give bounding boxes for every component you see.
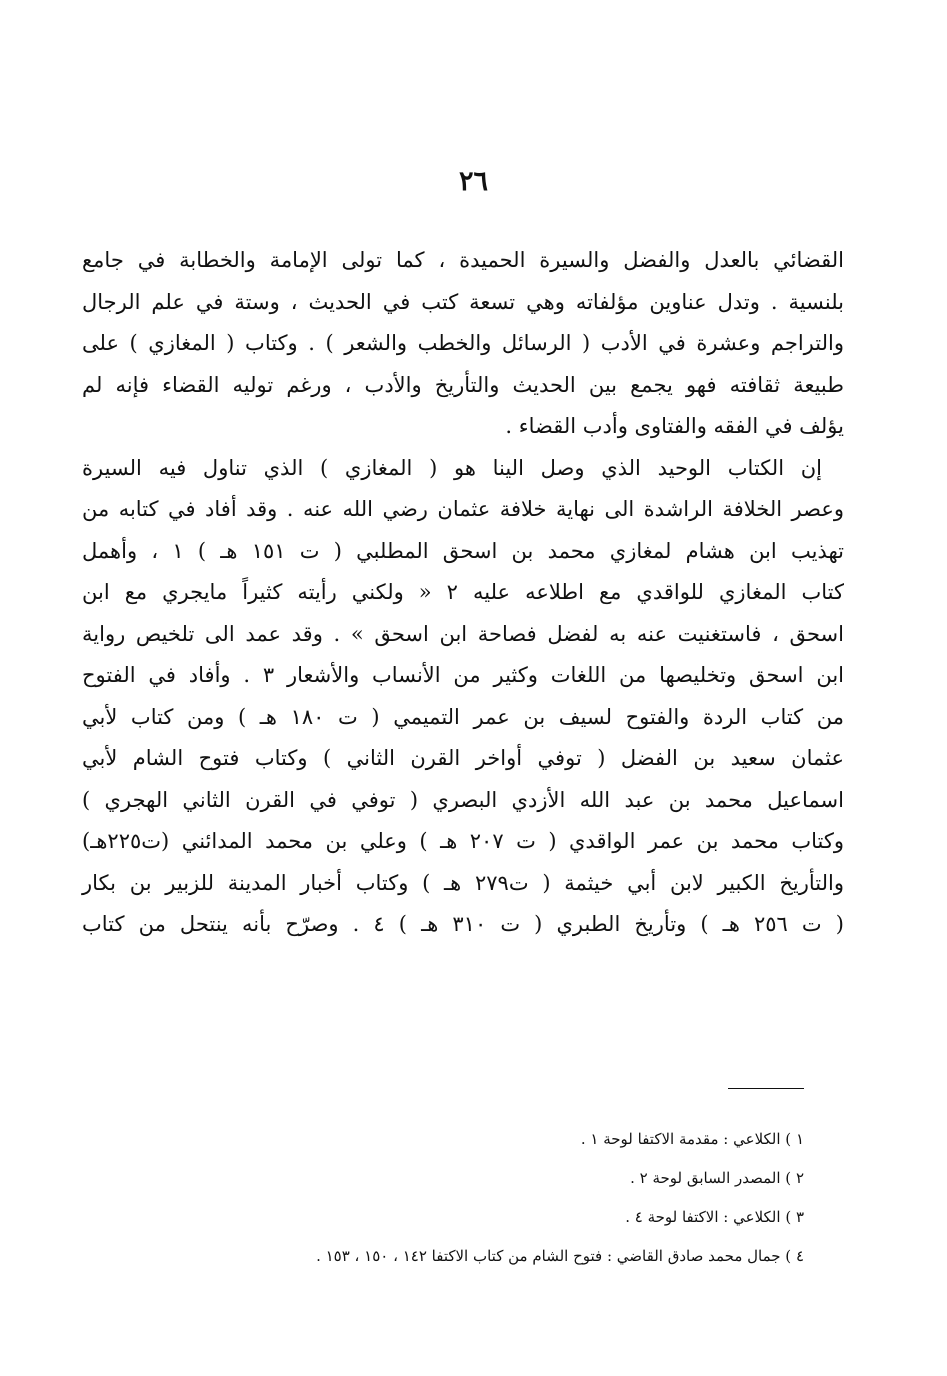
text-line: من كتاب الردة والفتوح لسيف بن عمر التميمي ( ت ١٨٠ هـ ) ومن كتاب لأبي [82, 704, 845, 729]
text-line: والتراجم وعشرة في الأدب ( الرسائل والخطب والشعر ) . وكتاب ( المغازي ) على [82, 331, 844, 355]
footnote: ١ ) الكلاعي : مقدمة الاكتفا لوحة ١ . [580, 1130, 804, 1148]
text-line: كتاب المغازي للواقدي مع اطلاعه عليه ٢ « ولكني رأيته كثيراً مايجري مع ابن [82, 580, 844, 604]
footnote-divider [728, 1088, 804, 1089]
text-line: يؤلف في الفقه والفتاوى وأدب القضاء . [505, 414, 844, 438]
text-line: تهذيب ابن هشام لمغازي محمد بن اسحق المطلبي ( ت ١٥١ هـ ) ١ ، وأهمل [82, 538, 844, 563]
text-line: ابن اسحق وتخليصها من اللغات وكثير من الأنساب والأشعار ٣ . وأفاد في الفتوح [82, 663, 845, 687]
body-text [82, 240, 844, 946]
footnote: ٣ ) الكلاعي : الاكتفا لوحة ٤ . [625, 1208, 804, 1226]
text-line: ( ت ٢٥٦ هـ ) وتأريخ الطبري ( ت ٣١٠ هـ ) ٤ . وصرّح بأنه ينتحل من كتاب [82, 912, 844, 936]
page-number: ٢٦ [458, 166, 488, 197]
footnotes [200, 1120, 804, 1276]
text-line: طبيعة ثقافته فهو يجمع بين الحديث والتأريخ والأدب ، ورغم توليه القضاء فإنه لم [82, 372, 844, 397]
text-line: وعصر الخلافة الراشدة الى نهاية خلافة عثمان رضي الله عنه . وقد أفاد في كتابه من [82, 497, 844, 521]
text-line: وكتاب محمد بن عمر الواقدي ( ت ٢٠٧ هـ ) وعلي بن محمد المدائني (ت٢٢٥هـ) [82, 829, 844, 853]
text-line: إن الكتاب الوحيد الذي وصل الينا هو ( المغازي ) الذي تناول فيه السيرة [82, 455, 822, 480]
footnote: ٢ ) المصدر السابق لوحة ٢ . [630, 1169, 804, 1187]
text-line: بلنسية . وتدل عناوين مؤلفاته وهي تسعة كتب في الحديث ، وستة في علم الرجال [82, 289, 844, 314]
text-line: والتأريخ الكبير لابن أبي خيثمة ( ت٢٧٩ هـ ) وكتاب أخبار المدينة للزبير بن بكار [82, 870, 844, 895]
text-line: عثمان سعيد بن الفضل ( توفي أواخر القرن الثاني ) وكتاب فتوح الشام لأبي [82, 746, 844, 770]
text-line: اسحق ، فاستغنيت عنه به لفضل فصاحة ابن اسحق » . وقد عمد الى تلخيص رواية [82, 621, 844, 646]
footnote: ٤ ) جمال محمد صادق القاضي : فتوح الشام من كتاب الاكتفا ١٤٢ ، ١٥٠ ، ١٥٣ . [316, 1247, 804, 1265]
text-line: اسماعيل محمد بن عبد الله الأزدي البصري ( توفي في القرن الثاني الهجري ) [82, 787, 844, 812]
text-line: القضائي بالعدل والفضل والسيرة الحميدة ، كما تولى الإمامة والخطابة في جامع [82, 248, 844, 272]
